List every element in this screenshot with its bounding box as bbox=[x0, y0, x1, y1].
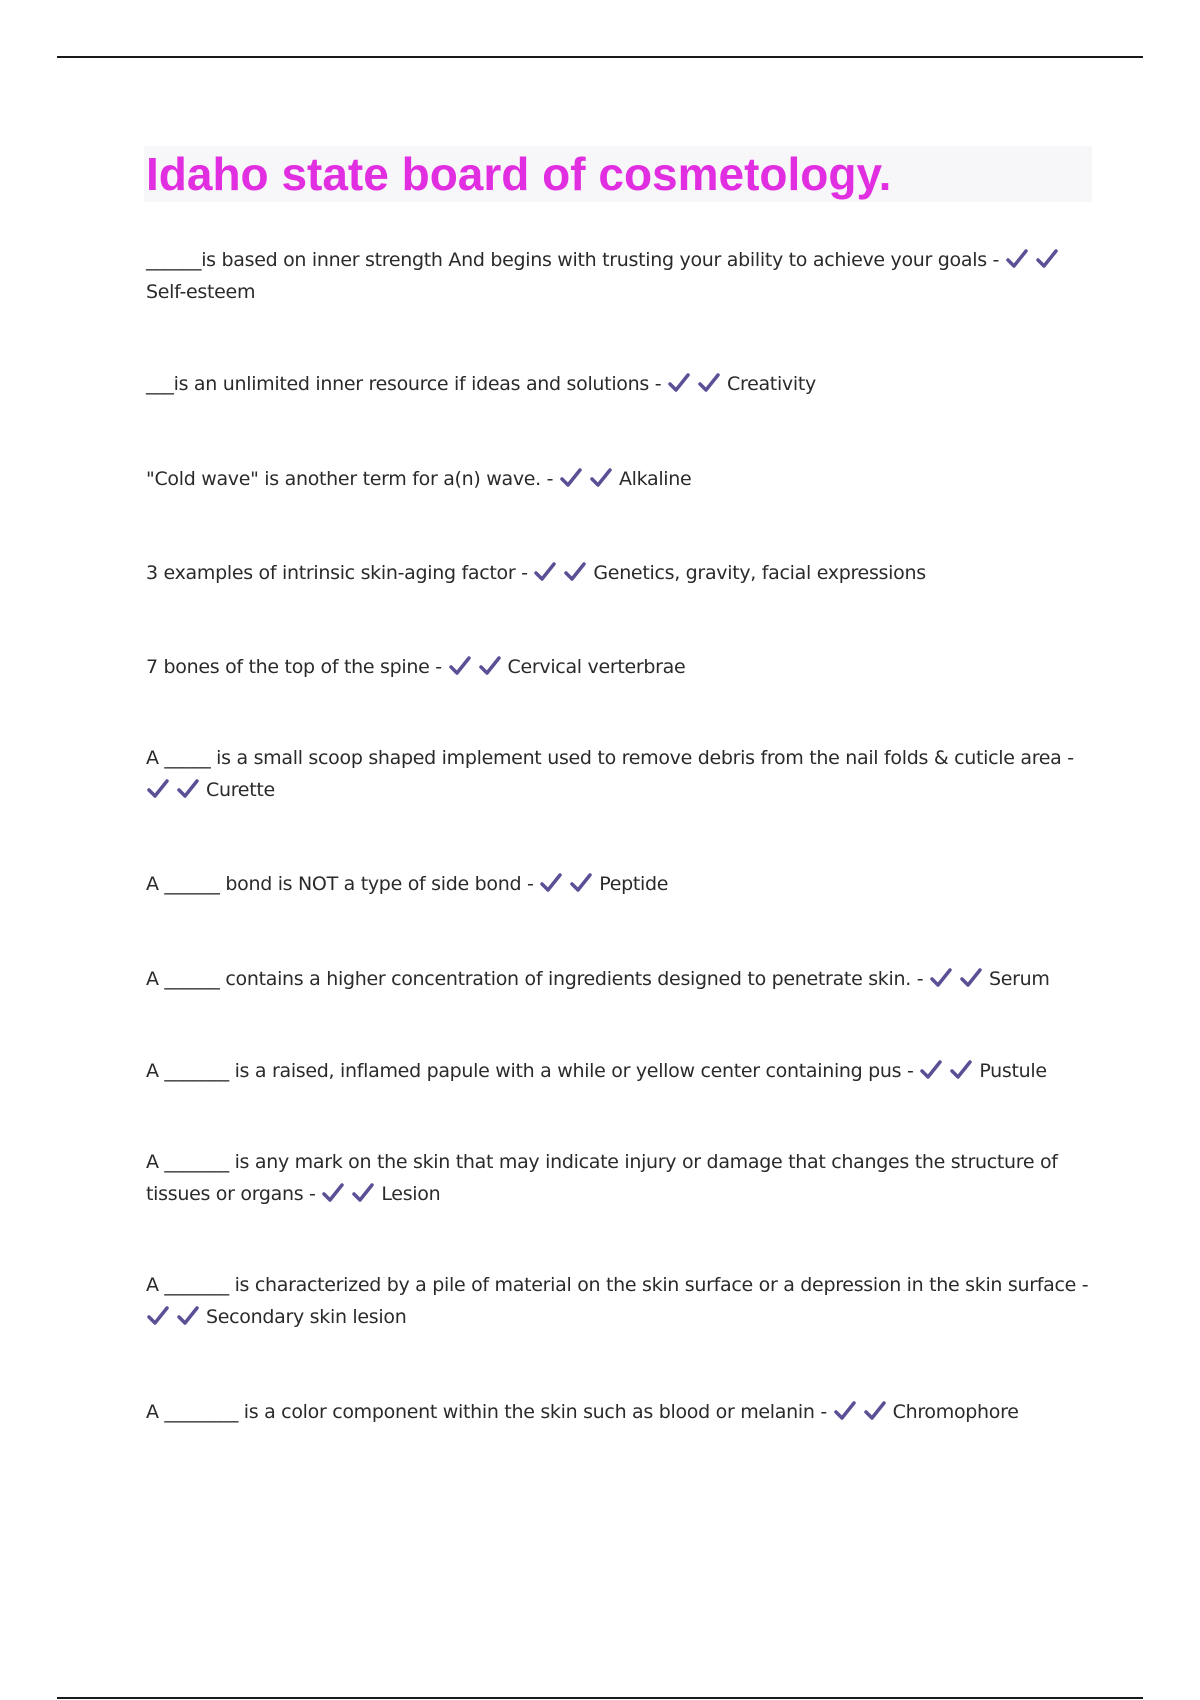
answer-text: Self-esteem bbox=[146, 281, 256, 303]
double-check-icon bbox=[539, 872, 563, 894]
footer-divider bbox=[57, 1697, 1143, 1699]
double-check-icon bbox=[478, 655, 502, 677]
question-text: A _______ is any mark on the skin that may indicate injury or damage that changes the structure of tissues or organs - bbox=[146, 1151, 1058, 1205]
double-check-icon bbox=[1005, 248, 1029, 270]
answer-text: Genetics, gravity, facial expressions bbox=[593, 562, 926, 584]
question-text: A ______ contains a higher concentration of ingredients designed to penetrate skin. - bbox=[146, 968, 929, 990]
question-text: A ______ bond is NOT a type of side bond - bbox=[146, 873, 540, 895]
double-check-icon bbox=[533, 561, 557, 583]
document-title: Idaho state board of cosmetology. bbox=[146, 148, 892, 200]
question-text: ______is based on inner strength And begins with trusting your ability to achieve your goals - bbox=[146, 249, 1005, 271]
answer-text: Peptide bbox=[599, 873, 669, 895]
qa-item-11 bbox=[146, 1269, 1096, 1333]
double-check-icon bbox=[919, 1059, 943, 1081]
question-text: ___is an unlimited inner resource if ideas and solutions - bbox=[146, 373, 668, 395]
qa-item-5 bbox=[146, 651, 1096, 683]
double-check-icon bbox=[667, 372, 691, 394]
answer-text: Pustule bbox=[979, 1060, 1047, 1082]
double-check-icon bbox=[176, 1305, 200, 1327]
answer-text: Curette bbox=[206, 779, 275, 801]
double-check-icon bbox=[863, 1400, 887, 1422]
double-check-icon bbox=[697, 372, 721, 394]
double-check-icon bbox=[833, 1400, 857, 1422]
double-check-icon bbox=[448, 655, 472, 677]
qa-item-10 bbox=[146, 1146, 1096, 1210]
double-check-icon bbox=[351, 1182, 375, 1204]
double-check-icon bbox=[176, 778, 200, 800]
qa-item-8 bbox=[146, 963, 1096, 995]
question-text: A _______ is a raised, inflamed papule with a while or yellow center containing pus - bbox=[146, 1060, 920, 1082]
answer-text: Alkaline bbox=[618, 468, 692, 490]
answer-text: Secondary skin lesion bbox=[206, 1306, 407, 1328]
qa-item-7 bbox=[146, 868, 1096, 900]
question-text: 7 bones of the top of the spine - bbox=[146, 656, 448, 678]
answer-text: Creativity bbox=[727, 373, 816, 395]
double-check-icon bbox=[559, 467, 583, 489]
double-check-icon bbox=[959, 967, 983, 989]
double-check-icon bbox=[563, 561, 587, 583]
double-check-icon bbox=[146, 778, 170, 800]
qa-item-4 bbox=[146, 557, 1096, 589]
qa-item-3 bbox=[146, 463, 1096, 495]
qa-item-1 bbox=[146, 244, 1096, 308]
qa-item-2 bbox=[146, 368, 1096, 400]
answer-text: Lesion bbox=[381, 1183, 441, 1205]
qa-item-12 bbox=[146, 1396, 1096, 1428]
header-divider bbox=[57, 56, 1143, 58]
question-text: "Cold wave" is another term for a(n) wave. - bbox=[146, 468, 559, 490]
double-check-icon bbox=[146, 1305, 170, 1327]
question-text: 3 examples of intrinsic skin-aging factor - bbox=[146, 562, 534, 584]
qa-item-9 bbox=[146, 1055, 1096, 1087]
answer-text: Serum bbox=[989, 968, 1050, 990]
answer-text: Cervical verterbrae bbox=[507, 656, 686, 678]
double-check-icon bbox=[589, 467, 613, 489]
double-check-icon bbox=[949, 1059, 973, 1081]
double-check-icon bbox=[1035, 248, 1059, 270]
double-check-icon bbox=[929, 967, 953, 989]
double-check-icon bbox=[321, 1182, 345, 1204]
answer-text: Chromophore bbox=[892, 1401, 1019, 1423]
double-check-icon bbox=[569, 872, 593, 894]
question-text: A ________ is a color component within the skin such as blood or melanin - bbox=[146, 1401, 833, 1423]
question-text: A _____ is a small scoop shaped implement used to remove debris from the nail folds & cuticle area - bbox=[146, 747, 1074, 769]
question-text: A _______ is characterized by a pile of material on the skin surface or a depression in the skin surface - bbox=[146, 1274, 1089, 1296]
qa-item-6 bbox=[146, 742, 1096, 806]
